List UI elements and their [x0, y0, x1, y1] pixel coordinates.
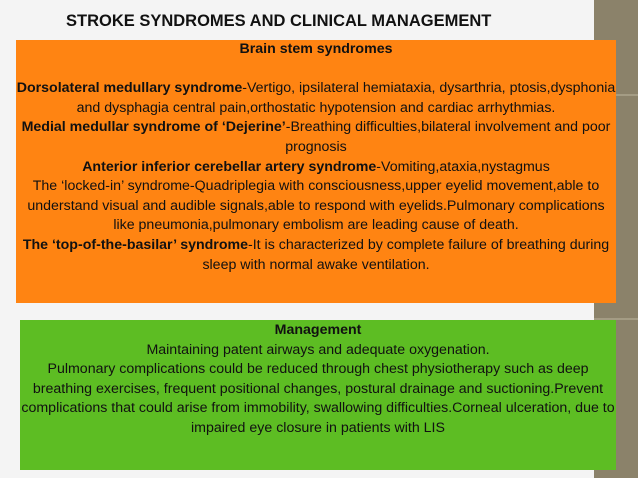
syndrome-item — [16, 118, 616, 157]
management-line: Pulmonary complications could be reduced through chest physiotherapy such as deep breathing exercises, frequent positional changes, postural drainage and suctioning.Prevent complications that could arise from immobility, swallowing difficulties.Corneal ulceration, due to impaired eye closure in patients with LIS — [21, 361, 615, 436]
syndrome-text: -It is characterized by complete failure of breathing during sleep with normal awake ventilation. — [202, 236, 610, 273]
brainstem-heading: Brain stem syndromes — [239, 41, 393, 57]
syndrome-name: The ‘top-of-the-basilar’ syndrome — [22, 236, 248, 253]
syndrome-text: -Vomiting,ataxia,nystagmus — [376, 158, 550, 175]
syndrome-name: Dorsolateral medullary syndrome — [16, 80, 243, 97]
brainstem-syndromes-box — [16, 40, 616, 303]
syndrome-text: -Breathing difficulties,bilateral involvement and poor prognosis — [285, 119, 611, 155]
syndrome-item — [16, 236, 616, 275]
syndrome-item — [16, 177, 616, 236]
management-heading: Management — [274, 322, 362, 338]
syndrome-item — [16, 158, 616, 178]
syndrome-name: Anterior inferior cerebellar artery syndrome — [82, 158, 377, 175]
syndrome-text: The ‘locked-in’ syndrome-Quadriplegia with consciousness,upper eyelid movement,able to understand visual and audible signals,able to respond with eyelids.Pulmonary complications like pneumonia,pulmonary embolism are leading cause of death. — [27, 178, 605, 234]
syndrome-item — [16, 79, 616, 118]
management-box — [20, 320, 616, 470]
syndrome-text: -Vertigo, ipsilateral hemiataxia, dysarthria, ptosis,dysphonia and dysphagia central pain,orthostatic hypotension and cardiac arrhythmias. — [76, 80, 616, 116]
slide-title: STROKE SYNDROMES AND CLINICAL MANAGEMENT — [66, 12, 492, 30]
syndrome-name: Medial medullar syndrome of ‘Dejerine’ — [21, 119, 286, 136]
management-line: Maintaining patent airways and adequate oxygenation. — [146, 341, 490, 358]
